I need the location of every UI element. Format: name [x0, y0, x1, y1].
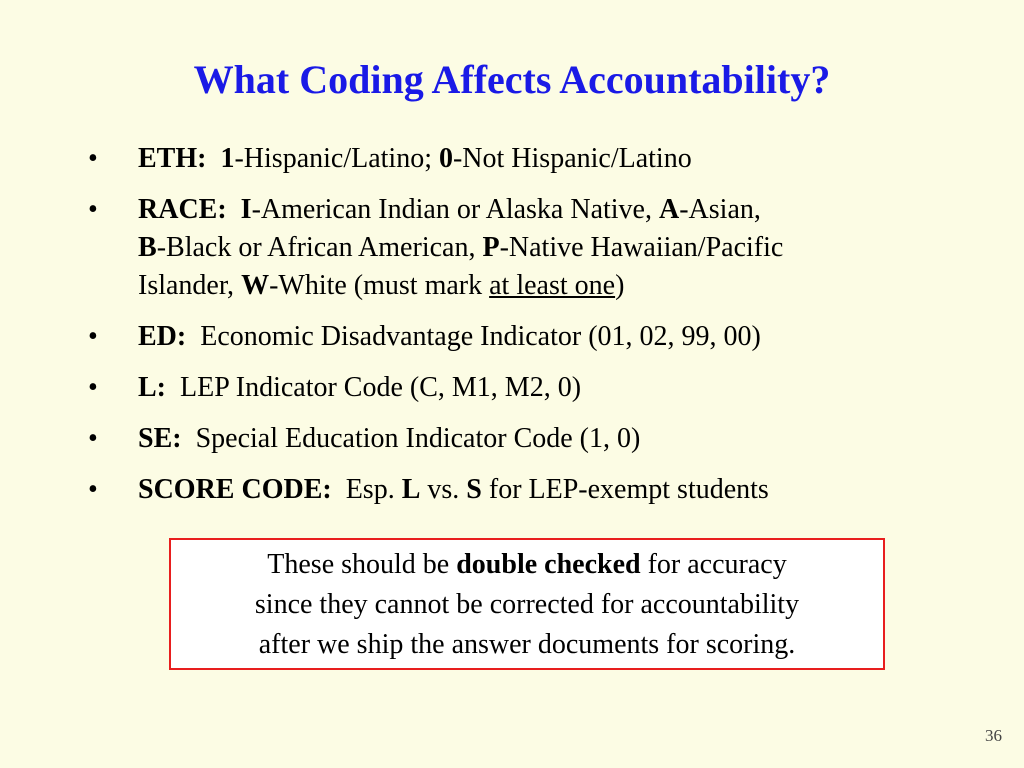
- code-desc: for LEP-exempt students: [481, 474, 769, 505]
- code-desc: ): [615, 270, 625, 301]
- bullet-glyph: •: [88, 194, 98, 225]
- callout-text: for accuracy: [640, 549, 787, 580]
- code-desc: Islander,: [138, 270, 242, 301]
- bullet-text: Economic Disadvantage Indicator (01, 02, 99, 00): [200, 321, 761, 352]
- bullet-se: [88, 420, 948, 458]
- emphasis-underlined: at least one: [489, 270, 616, 301]
- bullet-glyph: •: [88, 143, 98, 174]
- bullet-text: LEP Indicator Code (C, M1, M2, 0): [180, 372, 582, 403]
- code-desc: Esp.: [345, 474, 402, 505]
- code-desc: -Not Hispanic/Latino: [452, 143, 692, 174]
- code-desc: -Asian,: [679, 194, 761, 225]
- bullet-text: Special Education Indicator Code (1, 0): [195, 423, 641, 454]
- callout-line-2: since they cannot be corrected for accountability: [254, 589, 800, 620]
- bullet-label: ETH:: [138, 143, 207, 174]
- bullet-label: ED:: [138, 321, 187, 352]
- bullet-label: SE:: [138, 423, 182, 454]
- code-desc: -Black or African American,: [156, 232, 483, 263]
- code-desc: -Native Hawaiian/Pacific: [499, 232, 784, 263]
- bullet-label: RACE:: [138, 194, 227, 225]
- bullet-glyph: •: [88, 474, 98, 505]
- bullet-ed: [88, 318, 948, 356]
- code: P: [482, 232, 500, 263]
- slide-title: What Coding Affects Accountability?: [193, 57, 831, 102]
- bullet-l: [88, 369, 948, 407]
- bullet-label: L:: [138, 372, 166, 403]
- code: S: [466, 474, 482, 505]
- code-desc: -American Indian or Alaska Native,: [251, 194, 659, 225]
- bullet-glyph: •: [88, 321, 98, 352]
- bullet-label: SCORE CODE:: [138, 474, 332, 505]
- code-desc: vs.: [420, 474, 467, 505]
- bullet-list: [88, 140, 948, 522]
- code: 1: [220, 143, 235, 174]
- bullet-glyph: •: [88, 423, 98, 454]
- code: W: [241, 270, 270, 301]
- code: I: [240, 194, 252, 225]
- code: A: [659, 194, 680, 225]
- bullet-race: [88, 191, 948, 305]
- bullet-glyph: •: [88, 372, 98, 403]
- bullet-score-code: [88, 471, 948, 509]
- callout-line-3: after we ship the answer documents for scoring.: [258, 629, 796, 660]
- code-desc: -Hispanic/Latino;: [234, 143, 439, 174]
- callout-emphasis: double checked: [456, 549, 641, 580]
- code: L: [401, 474, 421, 505]
- code: 0: [438, 143, 453, 174]
- code-desc: -White (must mark: [269, 270, 490, 301]
- callout-line-1: [171, 545, 883, 585]
- code: B: [138, 232, 157, 263]
- bullet-eth: [88, 140, 948, 178]
- callout-box: [169, 538, 885, 670]
- page-number: 36: [985, 726, 1002, 745]
- callout-text: These should be: [267, 549, 457, 580]
